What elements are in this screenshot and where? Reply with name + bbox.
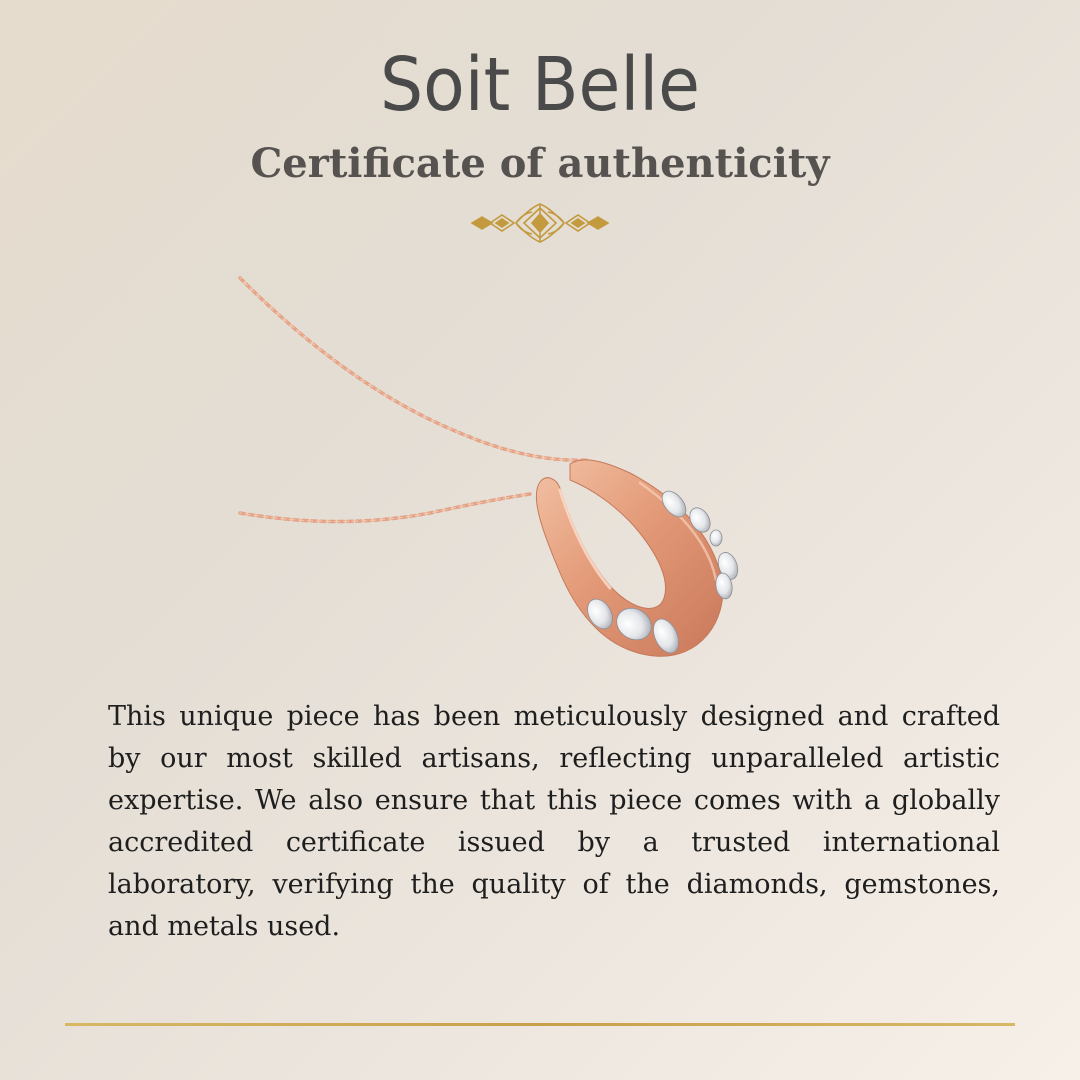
- brand-logo-text: Soit Belle: [380, 42, 700, 128]
- rose-gold-diamond-pendant-image: [230, 268, 790, 668]
- bottom-divider: [65, 1023, 1015, 1026]
- certificate-title: Certificate of authenticity: [250, 140, 830, 187]
- art-deco-divider-icon: [160, 200, 920, 246]
- authenticity-description: This unique piece has been meticulously designed and crafted by our most skilled artisans, reflecting unparalleled artistic expertise. We also ensure that this piece comes with a globally accredited certificate issued by a trusted international laboratory, verifying the quality of the diamonds, gemstones, and metals used.: [108, 701, 1000, 942]
- brand-logo: [370, 38, 710, 128]
